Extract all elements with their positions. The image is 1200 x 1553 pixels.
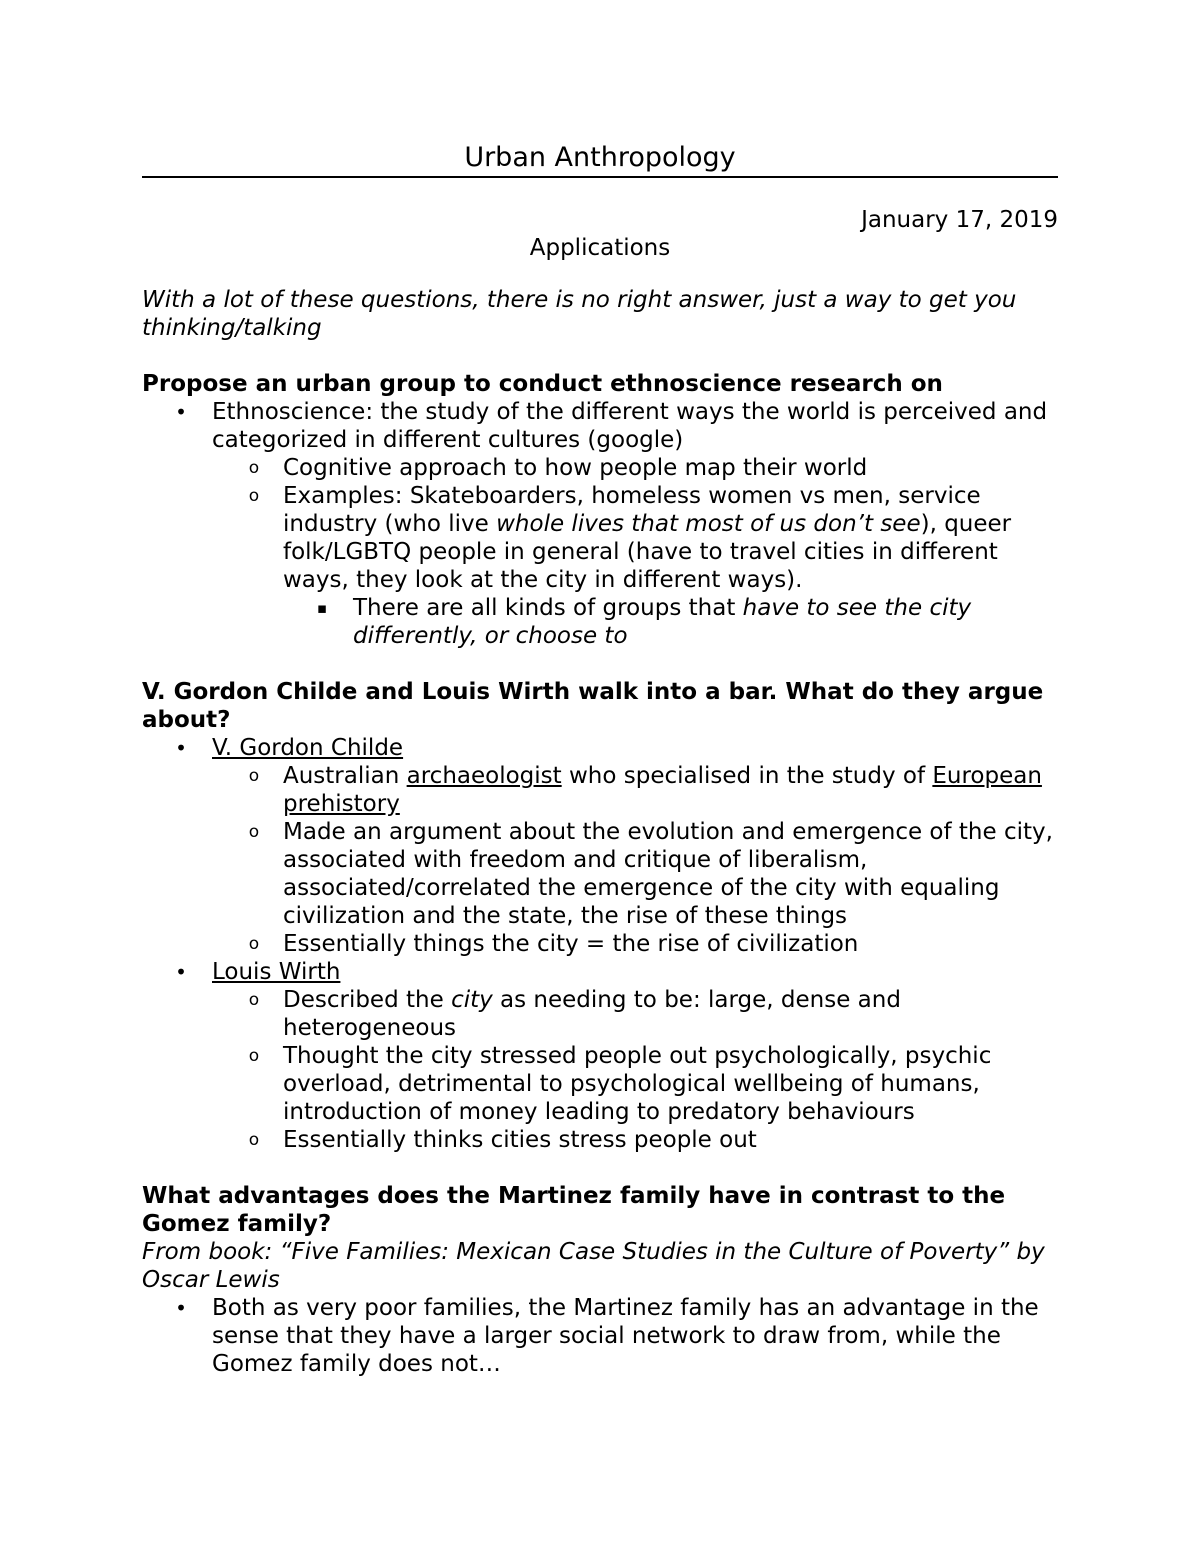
document-subtitle: Applications	[529, 235, 671, 261]
list-item-text: Essentially thinks cities stress people out	[283, 1127, 757, 1153]
document-title: Urban Anthropology	[464, 142, 736, 173]
document-body	[142, 286, 1060, 1378]
title-underline-rule	[142, 176, 1058, 178]
bullet-circle-icon: o	[248, 990, 260, 1010]
list-item	[142, 454, 1060, 482]
list-item	[142, 1042, 1060, 1126]
section-heading-childe-wirth: V. Gordon Childe and Louis Wirth walk into a bar. What do they argue about?	[142, 679, 1044, 733]
martinez-gomez-list	[142, 1294, 1060, 1378]
list-item-text: who specialised in the study of	[561, 763, 933, 789]
document-date: January 17, 2019	[861, 207, 1058, 233]
list-item-text: Both as very poor families, the Martinez family has an advantage in the sense that they have a larger social network to draw from, while the Gomez family does not…	[212, 1295, 1039, 1377]
list-item-text: There are all kinds of groups that	[353, 595, 743, 621]
archaeologist-link[interactable]: archaeologist	[406, 763, 562, 789]
list-item-text: Cognitive approach to how people map their world	[283, 455, 868, 481]
bullet-circle-icon: o	[248, 1046, 260, 1066]
list-item-text: as needing to be: large, dense and heterogeneous	[283, 987, 901, 1041]
bullet-square-icon: ▪	[316, 599, 328, 617]
list-item	[142, 482, 1060, 594]
list-item-text: Essentially things the city = the rise of civilization	[283, 931, 859, 957]
list-item	[142, 930, 1060, 958]
list-item	[142, 594, 1060, 650]
source-citation: From book: “Five Families: Mexican Case Studies in the Culture of Poverty” by Oscar Lewis	[142, 1239, 1045, 1293]
bullet-dot-icon: •	[175, 736, 187, 760]
list-item-text: Examples: Skateboarders, homeless women vs men, service industry (who live	[283, 483, 981, 537]
childe-link[interactable]: V. Gordon Childe	[212, 735, 404, 761]
bullet-dot-icon: •	[175, 1296, 187, 1320]
bullet-dot-icon: •	[175, 400, 187, 424]
section-heading-ethnoscience: Propose an urban group to conduct ethnoscience research on	[142, 371, 943, 397]
section-heading-martinez-gomez: What advantages does the Martinez family have in contrast to the Gomez family?	[142, 1183, 1006, 1237]
list-item-emphasis: have to see the city differently, or choose to	[353, 595, 972, 649]
list-item-text: Australian	[283, 763, 407, 789]
bullet-circle-icon: o	[248, 766, 260, 786]
bullet-circle-icon: o	[248, 934, 260, 954]
list-item	[142, 958, 1060, 986]
list-item	[142, 1294, 1060, 1378]
list-item-text: Ethnoscience: the study of the different ways the world is perceived and categorized in different cultures (google)	[212, 399, 1048, 453]
list-item	[142, 1126, 1060, 1154]
bullet-circle-icon: o	[248, 822, 260, 842]
list-item-text: Thought the city stressed people out psychologically, psychic overload, detrimental to psychological wellbeing of humans, introduction of money leading to predatory behaviours	[283, 1043, 992, 1125]
bullet-circle-icon: o	[248, 1130, 260, 1150]
childe-wirth-list	[142, 734, 1060, 1154]
bullet-circle-icon: o	[248, 458, 260, 478]
ethnoscience-list	[142, 398, 1060, 650]
bullet-circle-icon: o	[248, 486, 260, 506]
list-item-emphasis: city	[451, 987, 493, 1013]
list-item	[142, 734, 1060, 762]
european-prehistory-link[interactable]: European prehistory	[283, 763, 1042, 817]
intro-note: With a lot of these questions, there is no right answer, just a way to get you thinking/talking	[142, 287, 1017, 341]
list-item-text: Made an argument about the evolution and emergence of the city, associated with freedom and critique of liberalism, associated/correlated the emergence of the city with equaling civilization and the state, the rise of these things	[283, 819, 1053, 929]
list-item-text: ), queer folk/LGBTQ people in general (have to travel cities in different ways, they look at the city in different ways).	[283, 511, 1012, 593]
list-item	[142, 986, 1060, 1042]
wirth-link[interactable]: Louis Wirth	[212, 959, 341, 985]
list-item	[142, 398, 1060, 454]
list-item	[142, 818, 1060, 930]
list-item	[142, 762, 1060, 818]
list-item-text: Described the	[283, 987, 452, 1013]
bullet-dot-icon: •	[175, 960, 187, 984]
list-item-emphasis: whole lives that most of us don’t see	[496, 511, 921, 537]
